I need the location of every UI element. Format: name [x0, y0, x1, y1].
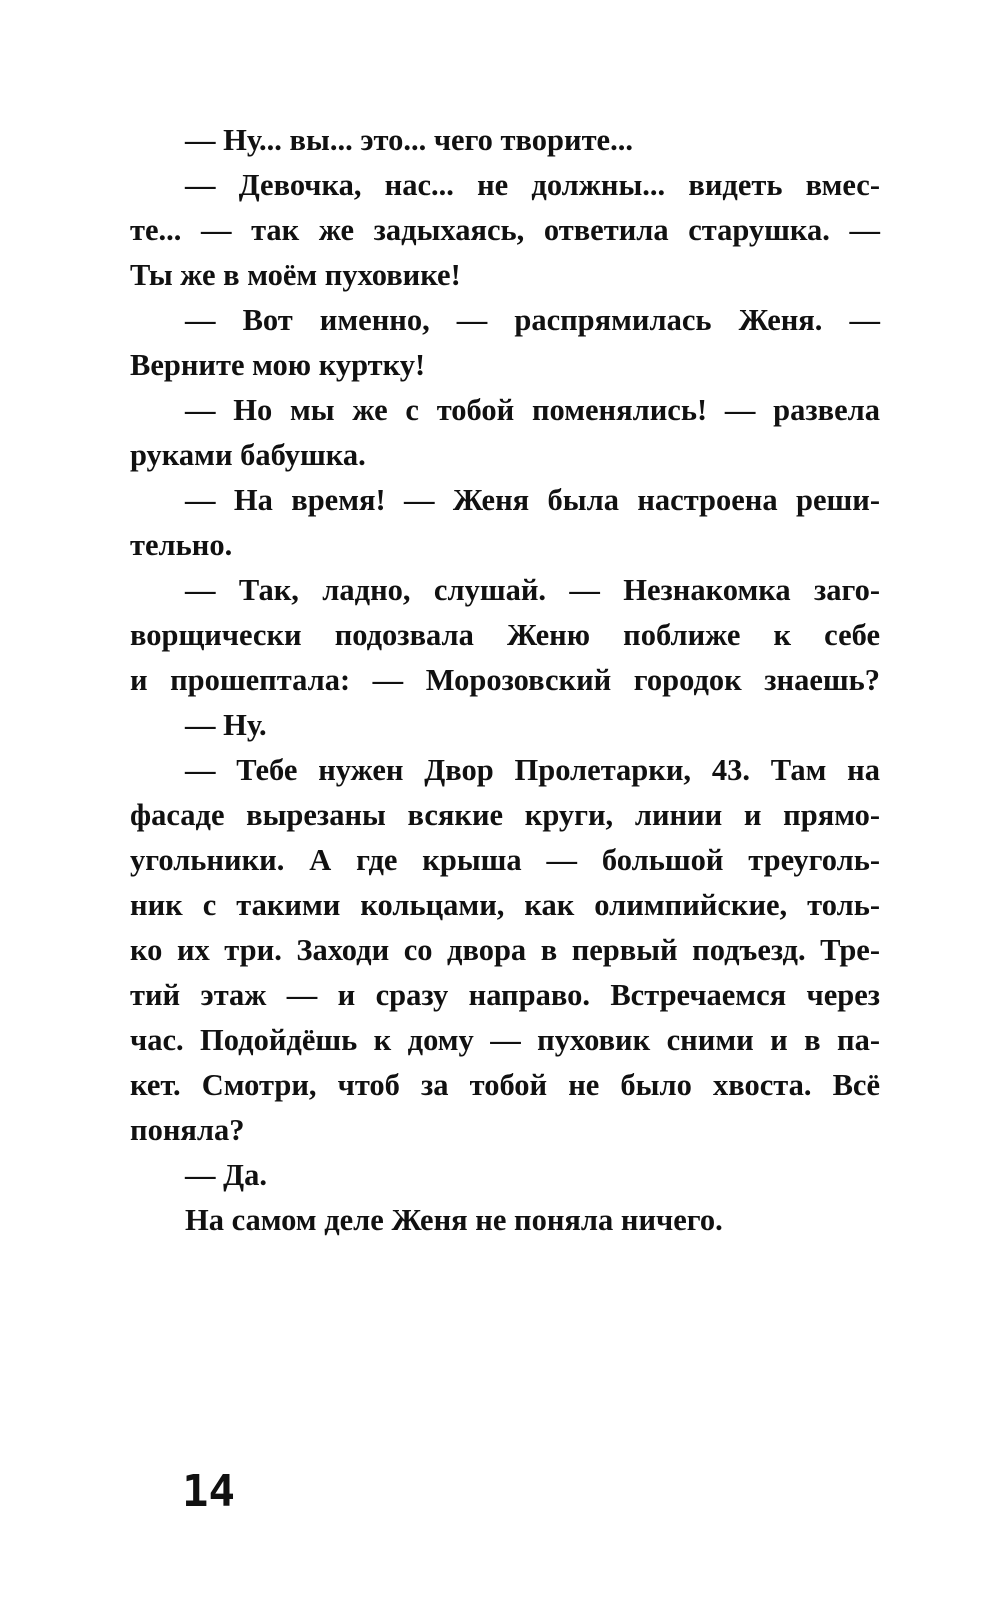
text-line: угольники. А где крыша — большой треуголь-: [130, 843, 880, 877]
text-line: руками бабушка.: [130, 438, 366, 472]
text-line: — На время! — Женя была настроена реши-: [185, 483, 880, 517]
text-line: фасаде вырезаны всякие круги, линии и прямо-: [130, 798, 880, 832]
text-line: и прошептала: — Морозовский городок знаешь?: [130, 663, 880, 697]
text-line: — Так, ладно, слушай. — Незнакомка заго-: [185, 573, 880, 607]
text-line: Верните мою куртку!: [130, 348, 426, 382]
text-line: час. Подойдёшь к дому — пуховик сними и в па-: [130, 1023, 880, 1057]
page-number: 14: [182, 1466, 235, 1517]
text-line: — Тебе нужен Двор Пролетарки, 43. Там на: [185, 753, 880, 787]
text-line: тий этаж — и сразу направо. Встречаемся через: [130, 978, 880, 1012]
text-line: ник с такими кольцами, как олимпийские, толь-: [130, 888, 880, 922]
text-line: — Да.: [185, 1158, 267, 1192]
text-line: кет. Смотри, чтоб за тобой не было хвоста. Всё: [130, 1068, 880, 1102]
text-line: На самом деле Женя не поняла ничего.: [185, 1203, 723, 1237]
text-line: — Вот именно, — распрямилась Женя. —: [185, 303, 880, 337]
text-line: тельно.: [130, 528, 233, 562]
text-line: — Ну... вы... это... чего творите...: [185, 123, 633, 157]
body-text: [130, 118, 880, 1243]
text-line: Ты же в моём пуховике!: [130, 258, 461, 292]
text-line: те... — так же задыхаясь, ответила старушка. —: [130, 213, 880, 247]
text-line: ворщически подозвала Женю поближе к себе: [130, 618, 880, 652]
text-line: поняла?: [130, 1113, 245, 1147]
text-line: — Но мы же с тобой поменялись! — развела: [185, 393, 880, 427]
text-line: — Девочка, нас... не должны... видеть вмес-: [185, 168, 880, 202]
text-line: — Ну.: [185, 708, 267, 742]
text-line: ко их три. Заходи со двора в первый подъезд. Тре-: [130, 933, 880, 967]
